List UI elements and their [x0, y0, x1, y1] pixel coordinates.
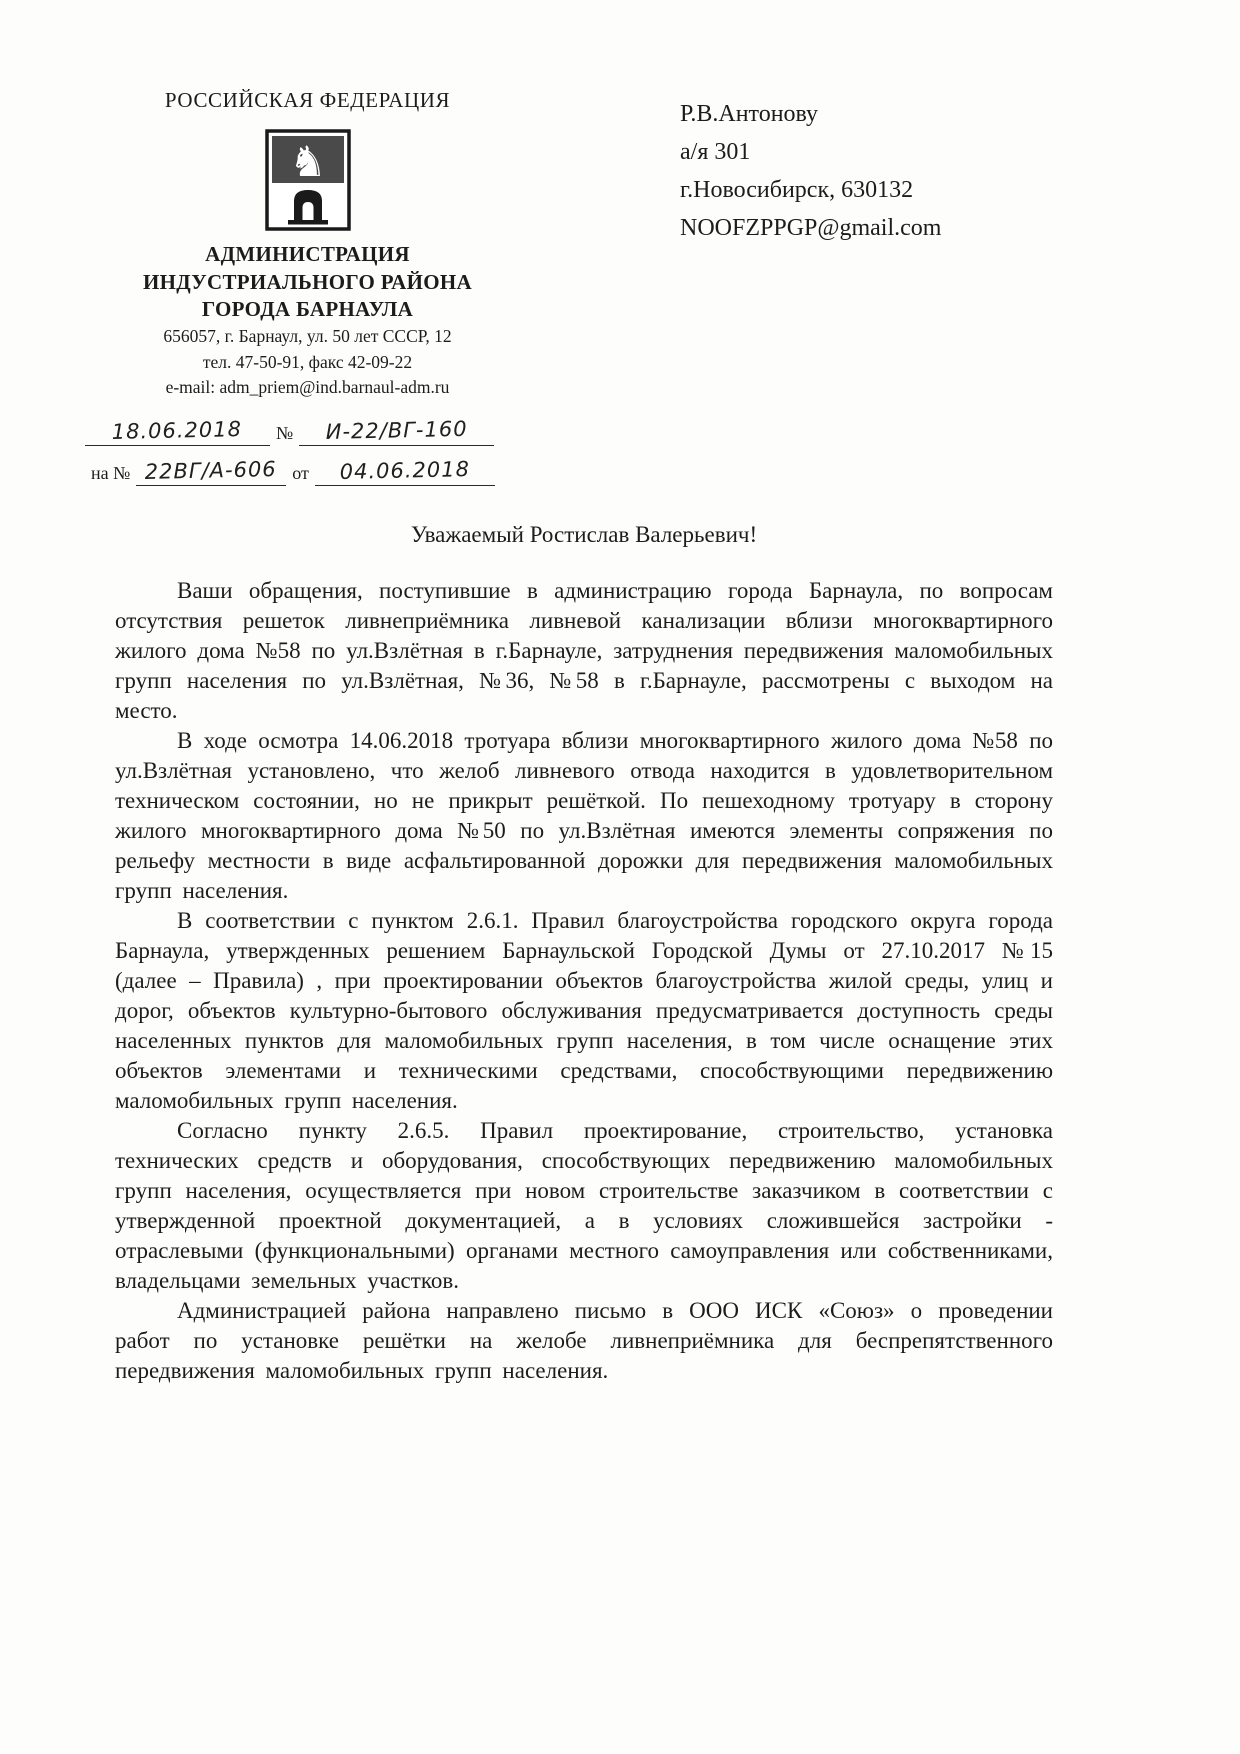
- recipient-block: [680, 95, 941, 247]
- paragraph-4: Согласно пункту 2.6.5. Правил проектирование, строительство, установка технических средств и оборудования, способствующих передвижению маломобильных групп населения, осуществляется при новом строительстве заказчиком в соответствии с утвержденной проектной документацией, а в условиях сложившейся застройки - отраслевыми (функциональными) органами местного самоуправления или собственниками, владельцами земельных участков.: [115, 1118, 1053, 1293]
- number-sign-label: №: [276, 423, 294, 444]
- recipient-po-box: а/я 301: [680, 139, 751, 165]
- recipient-city: г.Новосибирск, 630132: [680, 177, 914, 203]
- reference-number-handwritten: 22ВГ/А-606: [144, 457, 278, 485]
- recipient-email: NOOFZPPGP@gmail.com: [680, 215, 942, 241]
- org-postal-address: 656057, г. Барнаул, ул. 50 лет СССР, 12: [163, 326, 452, 347]
- reference-date-handwritten: 04.06.2018: [339, 457, 471, 485]
- letter-body: [115, 520, 1053, 1386]
- org-name-line3: ГОРОДА БАРНАУЛА: [201, 297, 414, 322]
- org-phone-fax: тел. 47-50-91, факс 42-09-22: [202, 351, 413, 372]
- sender-letterhead: [85, 88, 530, 486]
- recipient-name: Р.В.Антонову: [680, 101, 819, 127]
- paragraph-2: В ходе осмотра 14.06.2018 тротуара вблизи многоквартирного жилого дома №58 по ул.Взлётная установлено, что желоб ливневого отвода находится в удовлетворительном техническом состоянии, но не прикрыт решёткой. По пешеходному тротуару в сторону жилого многоквартирного дома №50 по ул.Взлётная имеются элементы сопряжения по рельефу местности в виде асфальтированной дорожки для передвижения маломобильных групп населения.: [115, 728, 1053, 903]
- paragraph-1: Ваши обращения, поступившие в администрацию города Барнаула, по вопросам отсутствия решеток ливнеприёмника ливневой канализации вблизи многоквартирного жилого дома №58 по ул.Взлётная в г.Барнауле, затруднения передвижения маломобильных групп населения по ул.Взлётная, №36, №58 в г.Барнауле, рассмотрены с выходом на место.: [115, 578, 1053, 723]
- reference-number-line: [85, 457, 530, 486]
- reference-ot-label: от: [292, 463, 309, 484]
- paragraph-5: Администрацией района направлено письмо в ООО ИСК «Союз» о проведении работ по установке решётки на желобе ливнеприёмника для беспрепятственного передвижения маломобильных групп населения.: [115, 1298, 1053, 1383]
- reference-number-field: [136, 457, 286, 486]
- org-name-line2: ИНДУСТРИАЛЬНОГО РАЙОНА: [143, 269, 472, 294]
- outgoing-number-field: [299, 417, 494, 446]
- salutation: Уважаемый Ростислав Валерьевич!: [410, 522, 758, 547]
- outgoing-number-handwritten: И-22/ВГ-160: [325, 417, 468, 445]
- outgoing-number-line: [85, 417, 530, 446]
- reference-na-label: на №: [91, 463, 131, 484]
- org-name-line1: АДМИНИСТРАЦИЯ: [205, 242, 410, 266]
- coat-of-arms-icon: [265, 129, 351, 231]
- country-title: РОССИЙСКАЯ ФЕДЕРАЦИЯ: [164, 88, 451, 112]
- svg-text:♞: ♞: [288, 137, 327, 186]
- outgoing-date-field: [85, 417, 270, 446]
- org-email: e-mail: adm_priem@ind.barnaul-adm.ru: [165, 376, 450, 397]
- paragraph-3: В соответствии с пунктом 2.6.1. Правил благоустройства городского округа города Барнаула, утвержденных решением Барнаульской Городской Думы от 27.10.2017 №15 (далее – Правила) , при проектировании объектов благоустройства жилой среды, улиц и дорог, объектов культурно-бытового обслуживания предусматривается доступность среды населенных пунктов для маломобильных групп населения, в том числе оснащение этих объектов элементами и техническими средствами, способствующими передвижению маломобильных групп населения.: [115, 908, 1053, 1113]
- reference-date-field: [315, 457, 495, 486]
- outgoing-date-handwritten: 18.06.2018: [111, 417, 243, 445]
